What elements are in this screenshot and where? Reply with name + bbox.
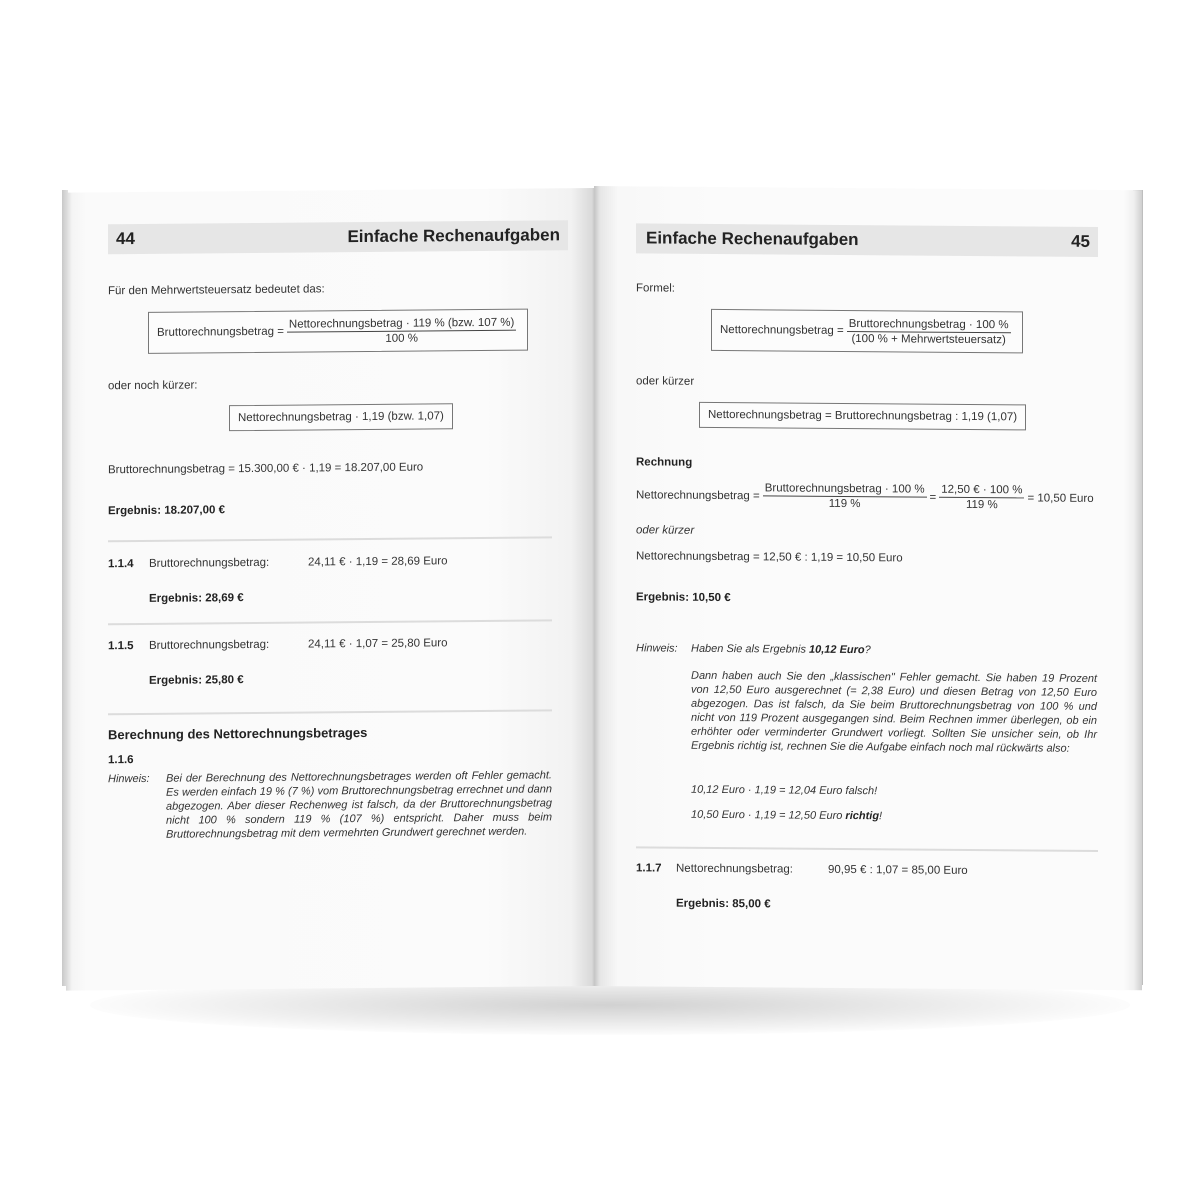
- task-result: Ergebnis: 28,69 €: [149, 592, 244, 605]
- formula-denominator: (100 % + Mehrwertsteuersatz): [851, 332, 1006, 346]
- check-right-suffix: !: [879, 810, 883, 823]
- shorter-label: oder noch kürzer:: [108, 379, 198, 393]
- formula-box-short: [229, 403, 453, 431]
- task-number: 1.1.6: [108, 754, 134, 767]
- divider: [108, 709, 552, 715]
- rechnung-heading: Rechnung: [636, 456, 693, 469]
- formula-lhs: Bruttorechnungsbetrag =: [157, 325, 284, 339]
- result-main: Ergebnis: 10,50 €: [636, 591, 731, 605]
- right-page: [594, 186, 1142, 990]
- check-wrong: 10,12 Euro · 1,19 = 12,04 Euro falsch!: [691, 783, 878, 798]
- formula-fraction: [287, 315, 516, 346]
- formula-label: Formel:: [636, 282, 675, 295]
- rechnung-fraction-2: [939, 483, 1024, 513]
- hint-label: Hinweis:: [108, 772, 150, 786]
- formula-box-netto: [711, 309, 1023, 353]
- formula-fraction: [847, 316, 1011, 346]
- rechnung-denominator-2: 119 %: [965, 498, 998, 512]
- intro-text: Für den Mehrwertsteuersatz bedeutet das:: [108, 283, 325, 298]
- task-label: Nettorechnungsbetrag:: [676, 862, 793, 876]
- page-number-left: 44: [116, 229, 135, 249]
- task-calc: 90,95 € : 1,07 = 85,00 Euro: [828, 863, 968, 877]
- left-page: [66, 188, 594, 991]
- formula-lhs: Nettorechnungsbetrag =: [720, 323, 844, 337]
- hint-question-prefix: Haben Sie als Ergebnis: [691, 642, 810, 656]
- section-title: Berechnung des Nettorechnungsbetrages: [108, 724, 368, 743]
- formula-box-brutto: [148, 309, 528, 354]
- hint-question: [691, 643, 871, 656]
- hint-question-suffix: ?: [864, 644, 871, 657]
- rechnung-numerator-1: Bruttorechnungsbetrag · 100 %: [763, 481, 927, 497]
- shorter-label: oder kürzer: [636, 375, 695, 388]
- task-calc: 24,11 € · 1,19 = 28,69 Euro: [308, 555, 448, 569]
- task-result: Ergebnis: 85,00 €: [676, 897, 771, 911]
- rechnung-result: = 10,50 Euro: [1027, 491, 1094, 505]
- rechnung-lhs: Nettorechnungsbetrag =: [636, 488, 760, 502]
- divider: [108, 619, 552, 625]
- hint-question-bold: 10,12 Euro: [809, 643, 865, 657]
- task-number: 1.1.5: [108, 640, 134, 653]
- formula-numerator: Nettorechnungsbetrag · 119 % (bzw. 107 %): [287, 315, 516, 332]
- right-page-header: [636, 223, 1098, 257]
- formula-short: Nettorechnungsbetrag = Bruttorechnungsbetrag : 1,19 (1,07): [708, 408, 1018, 424]
- check-right-prefix: 10,50 Euro · 1,19 = 12,50 Euro: [691, 808, 846, 822]
- result-main: Ergebnis: 18.207,00 €: [108, 504, 225, 518]
- short-calc: Nettorechnungsbetrag = 12,50 € : 1,19 = 10,50 Euro: [636, 550, 903, 565]
- rechnung-line: [636, 480, 1094, 513]
- hint-text: Dann haben auch Sie den „klassischen" Fehler gemacht. Sie haben 19 Prozent von 12,50 Euro ausgerechnet (= 2,38 Euro) und diesen Betrag von 12,50 Euro abgezogen. Das ist falsch, da Sie beim Bruttorechnungsbetrag von 100 % und nicht von 119 Prozent ausgegangen sind. Beim Rechnen immer überlegen, ob ein erhöhter oder verminderter Grundwert vorliegt. Sollten Sie unsicher sein, ob Ihr Ergebnis richtig ist, rechnen Sie die Aufgabe einfach noch mal rückwärts also:: [691, 669, 1097, 755]
- divider: [636, 846, 1098, 852]
- calculation-line: Bruttorechnungsbetrag = 15.300,00 € · 1,19 = 18.207,00 Euro: [108, 461, 424, 477]
- left-page-header: [108, 220, 568, 254]
- check-right-bold: richtig: [845, 809, 880, 823]
- hint-text: Bei der Berechnung des Nettorechnungsbetrages werden oft Fehler gemacht. Es werden einfach 19 % (7 %) vom Bruttorechnungsbetrag errechnet und dann abgezogen. Aber dieser Rechenweg ist falsch, da der Bruttorechnungsbetrag nicht 100 % sondern 119 % (107 %) entspricht. Daher muss beim Bruttorechnungsbetrag mit dem vermehrten Grundwert gerechnet werden.: [166, 769, 552, 841]
- task-label: Bruttorechnungsbetrag:: [149, 638, 270, 652]
- formula-numerator: Bruttorechnungsbetrag · 100 %: [847, 316, 1011, 332]
- header-title-right: Einfache Rechenaufgaben: [646, 228, 859, 250]
- formula-denominator: 100 %: [385, 332, 418, 345]
- page-number-right: 45: [1071, 231, 1090, 251]
- check-right: [691, 809, 882, 823]
- oder-kuerzer: oder kürzer: [636, 524, 695, 537]
- task-number: 1.1.7: [636, 862, 662, 875]
- task-label: Bruttorechnungsbetrag:: [149, 556, 270, 570]
- rechnung-denominator-1: 119 %: [828, 497, 861, 511]
- rechnung-fraction-1: [763, 481, 927, 511]
- divider: [108, 536, 552, 542]
- task-result: Ergebnis: 25,80 €: [149, 674, 244, 687]
- formula-box-short: [699, 402, 1026, 431]
- header-title-left: Einfache Rechenaufgaben: [347, 225, 560, 247]
- hint-label: Hinweis:: [636, 642, 678, 655]
- rechnung-numerator-2: 12,50 € · 100 %: [939, 483, 1024, 499]
- rechnung-equals: =: [929, 491, 937, 504]
- task-calc: 24,11 € · 1,07 = 25,80 Euro: [308, 637, 448, 651]
- formula-short: Nettorechnungsbetrag · 1,19 (bzw. 1,07): [238, 410, 444, 425]
- task-number: 1.1.4: [108, 558, 134, 571]
